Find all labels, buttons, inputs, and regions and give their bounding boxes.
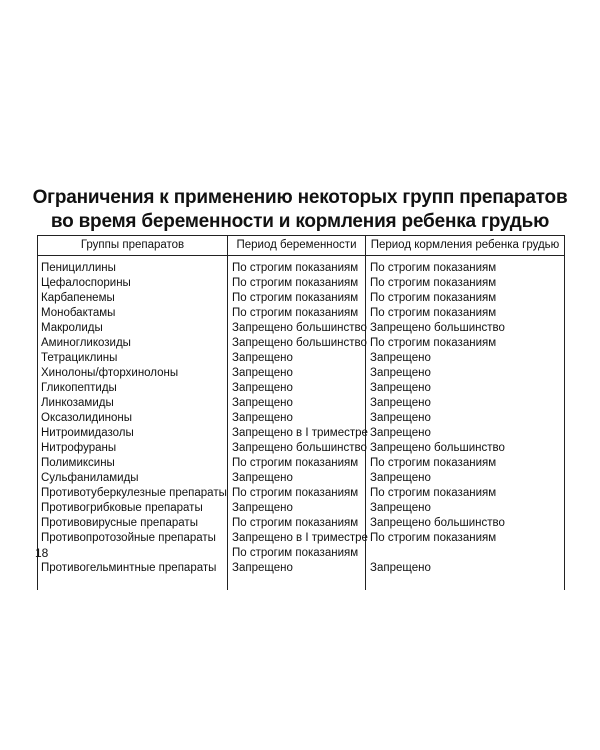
cell-breastfeeding: Запрещено bbox=[366, 396, 565, 411]
table-header-row bbox=[38, 236, 565, 256]
cell-pregnancy: Запрещено bbox=[228, 351, 366, 366]
cell-breastfeeding: По строгим показаниям bbox=[366, 256, 565, 277]
cell-breastfeeding: Запрещено bbox=[366, 381, 565, 396]
cell-group: Пенициллины bbox=[38, 256, 228, 277]
cell-pregnancy-line-2: По строгим показаниям bbox=[232, 547, 359, 559]
cell-pregnancy bbox=[228, 531, 366, 561]
cell-group: Линкозамиды bbox=[38, 396, 228, 411]
cell-pregnancy: Запрещено bbox=[228, 471, 366, 486]
cell-group: Аминогликозиды bbox=[38, 336, 228, 351]
cell-pregnancy: По строгим показаниям bbox=[228, 306, 366, 321]
cell-pregnancy: По строгим показаниям bbox=[228, 256, 366, 277]
cell-pregnancy: Запрещено bbox=[228, 381, 366, 396]
table-row bbox=[38, 516, 565, 531]
cell-group: Сульфаниламиды bbox=[38, 471, 228, 486]
cell-breastfeeding: Запрещено bbox=[366, 471, 565, 486]
cell-pregnancy: Запрещено bbox=[228, 561, 366, 576]
table-row bbox=[38, 486, 565, 501]
cell-pregnancy: Запрещено bbox=[228, 411, 366, 426]
cell-group: Гликопептиды bbox=[38, 381, 228, 396]
table-row bbox=[38, 501, 565, 516]
table-row bbox=[38, 561, 565, 576]
cell-breastfeeding: По строгим показаниям bbox=[366, 291, 565, 306]
table-row-spacer bbox=[38, 576, 565, 590]
cell-breastfeeding: Запрещено bbox=[366, 501, 565, 516]
cell-group: Противогрибковые препараты bbox=[38, 501, 228, 516]
page-number: 18 bbox=[35, 546, 49, 560]
cell-breastfeeding: По строгим показаниям bbox=[366, 456, 565, 471]
table-row bbox=[38, 381, 565, 396]
cell-group: Тетрациклины bbox=[38, 351, 228, 366]
cell-group: Противопротозойные препараты bbox=[38, 531, 228, 561]
cell-breastfeeding: Запрещено большинство bbox=[366, 441, 565, 456]
table-row bbox=[38, 426, 565, 441]
cell-pregnancy: По строгим показаниям bbox=[228, 291, 366, 306]
cell-breastfeeding: Запрещено bbox=[366, 366, 565, 381]
cell-group: Противотуберкулезные препараты bbox=[38, 486, 228, 501]
cell-pregnancy: Запрещено bbox=[228, 501, 366, 516]
cell-group: Карбапенемы bbox=[38, 291, 228, 306]
cell-pregnancy: Запрещено bbox=[228, 396, 366, 411]
cell-pregnancy: По строгим показаниям bbox=[228, 456, 366, 471]
cell-group: Противогельминтные препараты bbox=[38, 561, 228, 576]
page-title bbox=[0, 186, 600, 234]
title-line-1: Ограничения к применению некоторых групп препаратов bbox=[32, 187, 568, 208]
cell-pregnancy: Запрещено большинство bbox=[228, 336, 366, 351]
table-row bbox=[38, 256, 565, 277]
cell-group: Оксазолидиноны bbox=[38, 411, 228, 426]
cell-pregnancy: По строгим показаниям bbox=[228, 276, 366, 291]
table-row bbox=[38, 411, 565, 426]
cell-breastfeeding: Запрещено большинство bbox=[366, 321, 565, 336]
cell-pregnancy: Запрещено большинство bbox=[228, 441, 366, 456]
table-row bbox=[38, 396, 565, 411]
cell-breastfeeding: По строгим показаниям bbox=[366, 486, 565, 501]
table-row bbox=[38, 351, 565, 366]
table-row bbox=[38, 291, 565, 306]
cell-breastfeeding: Запрещено большинство bbox=[366, 516, 565, 531]
cell-group: Хинолоны/фторхинолоны bbox=[38, 366, 228, 381]
title-line-2: во время беременности и кормления ребенка грудью bbox=[50, 211, 550, 232]
cell-group: Нитрофураны bbox=[38, 441, 228, 456]
table-row bbox=[38, 321, 565, 336]
cell-pregnancy: Запрещено в I триместре bbox=[228, 426, 366, 441]
cell-group: Цефалоспорины bbox=[38, 276, 228, 291]
table-row bbox=[38, 336, 565, 351]
cell-breastfeeding: По строгим показаниям bbox=[366, 306, 565, 321]
cell-pregnancy: По строгим показаниям bbox=[228, 516, 366, 531]
header-breastfeeding: Период кормления ребенка грудью bbox=[366, 236, 565, 256]
cell-group: Монобактамы bbox=[38, 306, 228, 321]
table-row bbox=[38, 276, 565, 291]
header-pregnancy: Период беременности bbox=[228, 236, 366, 256]
cell-pregnancy: Запрещено большинство bbox=[228, 321, 366, 336]
cell-pregnancy: Запрещено bbox=[228, 366, 366, 381]
cell-pregnancy-line-1: Запрещено в I триместре bbox=[232, 532, 368, 544]
cell-group: Нитроимидазолы bbox=[38, 426, 228, 441]
table-row bbox=[38, 456, 565, 471]
table-row bbox=[38, 306, 565, 321]
cell-group: Противовирусные препараты bbox=[38, 516, 228, 531]
cell-breastfeeding: По строгим показаниям bbox=[366, 531, 565, 561]
cell-pregnancy: По строгим показаниям bbox=[228, 486, 366, 501]
cell-breastfeeding: Запрещено bbox=[366, 411, 565, 426]
table-row bbox=[38, 441, 565, 456]
table-row bbox=[38, 366, 565, 381]
cell-breastfeeding: По строгим показаниям bbox=[366, 336, 565, 351]
header-drug-groups: Группы препаратов bbox=[38, 236, 228, 256]
restrictions-table bbox=[37, 235, 565, 590]
cell-group: Полимиксины bbox=[38, 456, 228, 471]
cell-breastfeeding: Запрещено bbox=[366, 351, 565, 366]
cell-breastfeeding: Запрещено bbox=[366, 426, 565, 441]
cell-group: Макролиды bbox=[38, 321, 228, 336]
cell-breastfeeding: Запрещено bbox=[366, 561, 565, 576]
table-row bbox=[38, 471, 565, 486]
table-row bbox=[38, 531, 565, 561]
cell-breastfeeding: По строгим показаниям bbox=[366, 276, 565, 291]
